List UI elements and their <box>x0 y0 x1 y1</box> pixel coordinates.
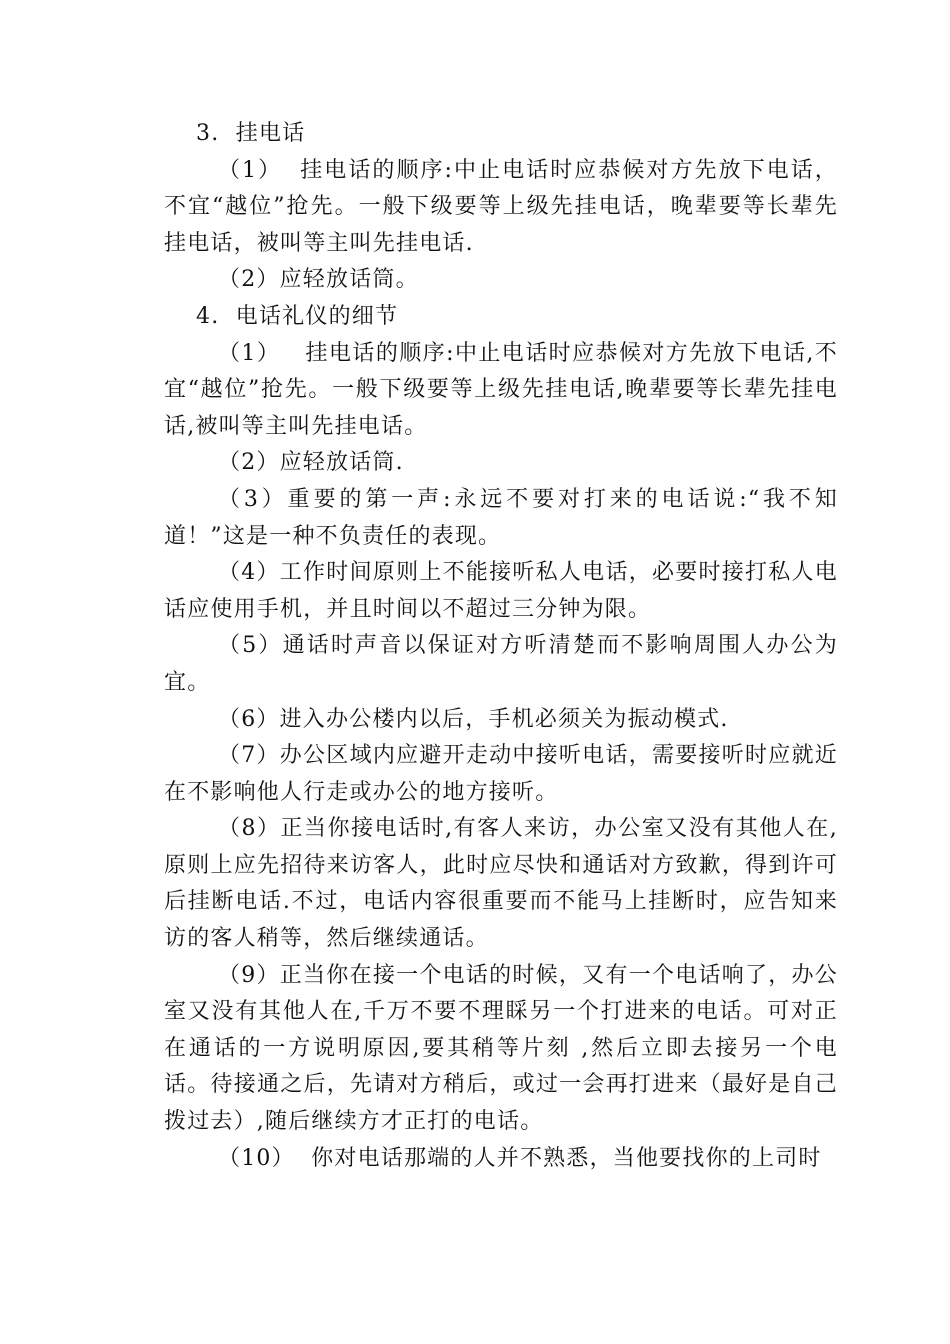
paragraph: （4）工作时间原则上不能接听私人电话，必要时接打私人电话应使用手机，并且时间以不超过三分钟为限。 <box>164 560 838 622</box>
document-body <box>164 116 838 1177</box>
paragraph: （1） 挂电话的顺序:中止电话时应恭候对方先放下电话，不宜“越位”抢先。一般下级要等上级先挂电话，晚辈要等长辈先挂电话，被叫等主叫先挂电话. <box>164 157 838 256</box>
paragraph: （10） 你对电话那端的人并不熟悉，当他要找你的上司时 <box>218 1145 822 1171</box>
section-heading-phone-etiquette-details: 4. 电话礼仪的细节 <box>196 303 399 329</box>
paragraph: （5）通话时声音以保证对方听清楚而不影响周围人办公为宜。 <box>164 633 838 695</box>
paragraph: （1） 挂电话的顺序:中止电话时应恭候对方先放下电话,不宜“越位”抢先。一般下级要等上级先挂电话,晚辈要等长辈先挂电话,被叫等主叫先挂电话。 <box>164 340 838 439</box>
paragraph: （3）重要的第一声:永远不要对打来的电话说:“我不知道！”这是一种不负责任的表现。 <box>164 486 838 549</box>
paragraph: （9）正当你在接一个电话的时候，又有一个电话响了，办公室又没有其他人在,千万不要不理睬另一个打进来的电话。可对正在通话的一方说明原因,要其稍等片刻 ,然后立即去接另一个电话。待接通之后，先请对方稍后，或过一会再打进来（最好是自己拨过去）,随后继续方才正打的电话。 <box>164 962 838 1135</box>
paragraph: （8）正当你接电话时,有客人来访，办公室又没有其他人在,原则上应先招待来访客人，此时应尽快和通话对方致歉，得到许可后挂断电话.不过，电话内容很重要而不能马上挂断时，应告知来访的客人稍等，然后继续通话。 <box>164 816 838 952</box>
paragraph: （2）应轻放话筒. <box>218 450 404 476</box>
paragraph: （6）进入办公楼内以后，手机必须关为振动模式. <box>218 706 729 732</box>
section-heading-hang-up: 3. 挂电话 <box>196 121 306 146</box>
paragraph: （7）办公区域内应避开走动中接听电话，需要接听时应就近在不影响他人行走或办公的地方接听。 <box>164 743 838 805</box>
paragraph: （2）应轻放话筒。 <box>218 267 419 293</box>
